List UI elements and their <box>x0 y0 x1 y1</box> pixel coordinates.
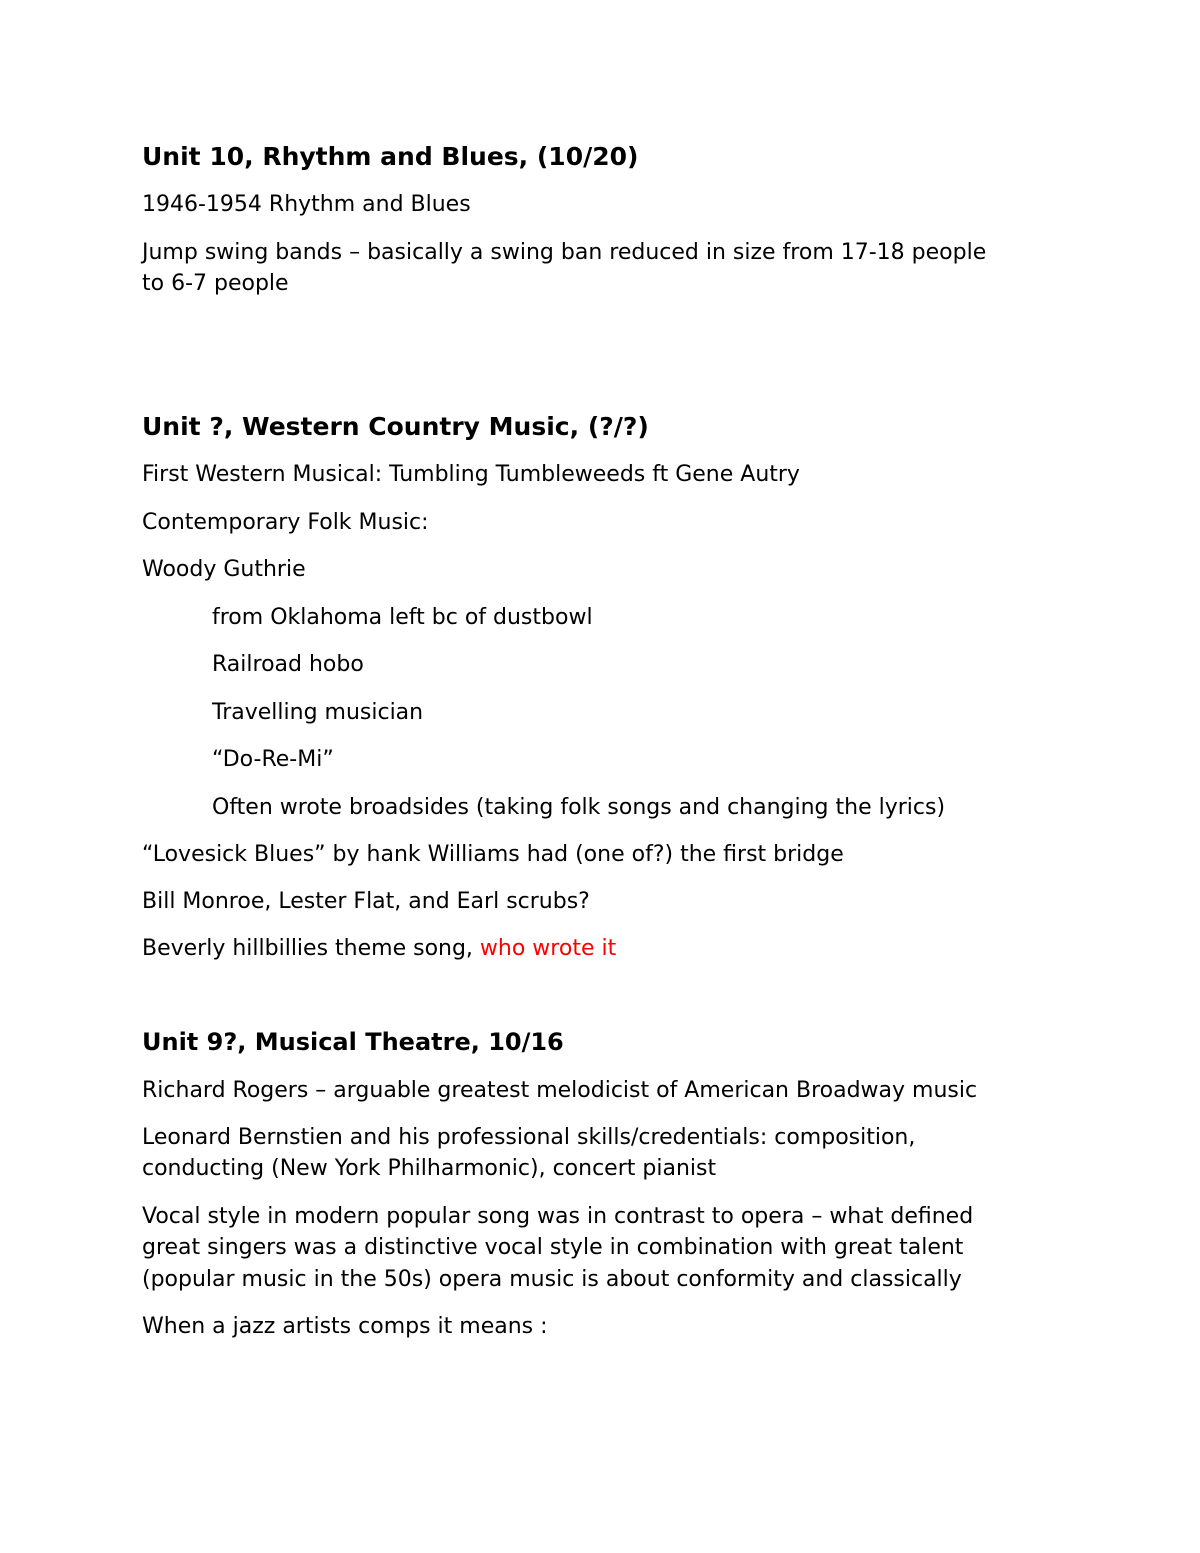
text-line: 1946-1954 Rhythm and Blues <box>142 192 471 217</box>
text-line: Vocal style in modern popular song was in contrast to opera – what defined <box>142 1204 974 1229</box>
text-line: (popular music in the 50s) opera music is about conformity and classically <box>142 1267 962 1292</box>
text-line: Woody Guthrie <box>142 557 306 582</box>
sub-item: “Do-Re-Mi” <box>212 747 334 772</box>
text-line: to 6-7 people <box>142 271 289 296</box>
text-line: Bill Monroe, Lester Flat, and Earl scrubs? <box>142 889 590 914</box>
text-line: Richard Rogers – arguable greatest melodicist of American Broadway music <box>142 1078 978 1103</box>
text-line: First Western Musical: Tumbling Tumbleweeds ft Gene Autry <box>142 462 800 487</box>
text-line-with-note <box>142 933 1072 964</box>
text-line: Jump swing bands – basically a swing ban reduced in size from 17-18 people <box>142 240 987 265</box>
sub-item: from Oklahoma left bc of dustbowl <box>212 605 593 630</box>
text-line: great singers was a distinctive vocal style in combination with great talent <box>142 1235 964 1260</box>
text-line: Contemporary Folk Music: <box>142 510 429 535</box>
red-note: who wrote it <box>479 936 617 961</box>
sub-item: Often wrote broadsides (taking folk songs and changing the lyrics) <box>212 795 946 820</box>
text-line: Leonard Bernstien and his professional skills/credentials: composition, <box>142 1125 916 1150</box>
text-line: When a jazz artists comps it means : <box>142 1314 548 1339</box>
section-heading-western-country-music: Unit ?, Western Country Music, (?/?) <box>142 412 649 441</box>
section-heading-rhythm-and-blues: Unit 10, Rhythm and Blues, (10/20) <box>142 142 639 171</box>
sub-item: Railroad hobo <box>212 652 364 677</box>
text-line: “Lovesick Blues” by hank Williams had (one of?) the first bridge <box>142 842 844 867</box>
section-heading-musical-theatre: Unit 9?, Musical Theatre, 10/16 <box>142 1028 564 1056</box>
text-segment: Beverly hillbillies theme song, <box>142 936 480 961</box>
sub-item: Travelling musician <box>212 700 424 725</box>
text-line: conducting (New York Philharmonic), concert pianist <box>142 1156 717 1181</box>
